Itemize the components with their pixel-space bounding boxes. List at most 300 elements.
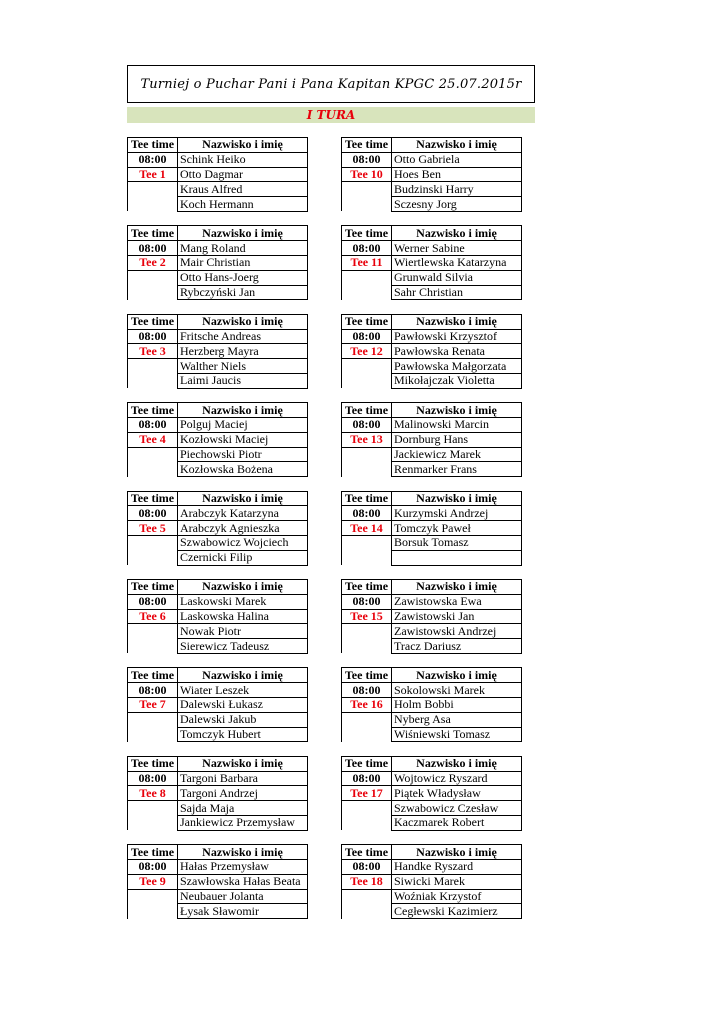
table-row [128, 727, 308, 742]
player-name: Jackiewicz Marek [392, 447, 522, 462]
table-row [128, 329, 308, 344]
header-row [128, 845, 308, 860]
player-name: Arabczyk Agnieszka [178, 521, 308, 536]
player-name: Wiertlewska Katarzyna [392, 255, 522, 270]
time-cell-empty [342, 550, 392, 565]
tee-group-table [127, 756, 308, 831]
header-row [342, 314, 522, 329]
table-row [342, 815, 522, 830]
player-name-header: Nazwisko i imię [178, 668, 308, 683]
tee-group-table [127, 402, 308, 477]
tee-group-table [127, 491, 308, 566]
time-cell-empty [342, 285, 392, 300]
header-row [342, 668, 522, 683]
player-name: Targoni Andrzej [178, 786, 308, 801]
time-cell-empty [342, 359, 392, 374]
tee-group-table [127, 579, 308, 654]
tee-number: Tee 1 [128, 167, 178, 182]
player-name: Hoes Ben [392, 167, 522, 182]
tee-number: Tee 8 [128, 786, 178, 801]
time-cell-empty [128, 904, 178, 919]
player-name: Fritsche Andreas [178, 329, 308, 344]
player-name: Dalewski Łukasz [178, 697, 308, 712]
tee-number: Tee 18 [342, 874, 392, 889]
player-name: Laimi Jaucis [178, 373, 308, 388]
header-row [128, 580, 308, 595]
table-row [128, 344, 308, 359]
table-row [342, 639, 522, 654]
header-row [342, 491, 522, 506]
player-name-header: Nazwisko i imię [178, 403, 308, 418]
time-cell-empty [128, 270, 178, 285]
table-row [342, 432, 522, 447]
tee-number: Tee 14 [342, 521, 392, 536]
player-name-header: Nazwisko i imię [392, 580, 522, 595]
tee-time-header: Tee time [128, 314, 178, 329]
tee-time-value: 08:00 [128, 329, 178, 344]
player-name-header: Nazwisko i imię [178, 580, 308, 595]
player-name: Kurzymski Andrzej [392, 506, 522, 521]
tee-group-table [341, 314, 522, 389]
player-name: Tomczyk Hubert [178, 727, 308, 742]
table-row [342, 550, 522, 565]
time-cell-empty [128, 712, 178, 727]
table-row [128, 255, 308, 270]
time-cell-empty [128, 285, 178, 300]
tee-group [341, 667, 522, 742]
tee-time-header: Tee time [342, 403, 392, 418]
tee-time-value: 08:00 [128, 859, 178, 874]
tee-time-value: 08:00 [342, 506, 392, 521]
player-name-header: Nazwisko i imię [392, 845, 522, 860]
round-label: I TURA [306, 108, 356, 122]
player-name: Sajda Maja [178, 801, 308, 816]
table-row [342, 683, 522, 698]
tee-group-table [341, 225, 522, 300]
table-row [128, 270, 308, 285]
player-name [392, 550, 522, 565]
table-row [128, 182, 308, 197]
player-name-header: Nazwisko i imię [392, 491, 522, 506]
player-name: Zawistowska Ewa [392, 594, 522, 609]
player-name-header: Nazwisko i imię [392, 226, 522, 241]
table-row [128, 786, 308, 801]
player-name: Mang Roland [178, 241, 308, 256]
table-row [342, 344, 522, 359]
table-row [128, 152, 308, 167]
tee-time-header: Tee time [128, 403, 178, 418]
time-cell-empty [128, 447, 178, 462]
tee-time-header: Tee time [342, 580, 392, 595]
table-row [128, 801, 308, 816]
tee-group [341, 579, 522, 654]
time-cell-empty [128, 197, 178, 212]
table-row [128, 904, 308, 919]
table-row [128, 859, 308, 874]
table-row [342, 197, 522, 212]
tee-time-header: Tee time [128, 491, 178, 506]
tee-group [341, 225, 522, 300]
header-row [128, 226, 308, 241]
table-row [342, 594, 522, 609]
player-name: Nyberg Asa [392, 712, 522, 727]
table-row [342, 506, 522, 521]
player-name: Holm Bobbi [392, 697, 522, 712]
player-name: Herzberg Mayra [178, 344, 308, 359]
player-name: Budzinski Harry [392, 182, 522, 197]
time-cell-empty [342, 904, 392, 919]
title-box [127, 65, 535, 103]
time-cell-empty [128, 462, 178, 477]
table-row [342, 521, 522, 536]
table-row [128, 521, 308, 536]
table-row [342, 285, 522, 300]
tee-number: Tee 10 [342, 167, 392, 182]
player-name: Szwabowicz Wojciech [178, 535, 308, 550]
table-row [342, 859, 522, 874]
time-cell-empty [128, 727, 178, 742]
player-name: Borsuk Tomasz [392, 535, 522, 550]
player-name: Grunwald Silvia [392, 270, 522, 285]
tee-group [127, 844, 308, 919]
player-name: Kaczmarek Robert [392, 815, 522, 830]
table-row [342, 447, 522, 462]
player-name: Sczesny Jorg [392, 197, 522, 212]
tee-group-table [127, 667, 308, 742]
player-name: Malinowski Marcin [392, 417, 522, 432]
tee-time-value: 08:00 [342, 859, 392, 874]
tee-time-value: 08:00 [342, 771, 392, 786]
table-row [128, 624, 308, 639]
table-row [342, 609, 522, 624]
player-name: Otto Gabriela [392, 152, 522, 167]
time-cell-empty [342, 373, 392, 388]
player-name: Mikołajczak Violetta [392, 373, 522, 388]
table-row [128, 639, 308, 654]
tee-time-value: 08:00 [342, 683, 392, 698]
time-cell-empty [342, 535, 392, 550]
table-row [128, 506, 308, 521]
tee-time-value: 08:00 [342, 152, 392, 167]
player-name-header: Nazwisko i imię [178, 138, 308, 153]
tee-group [341, 756, 522, 831]
tee-group [341, 491, 522, 566]
table-row [128, 535, 308, 550]
player-name: Polguj Maciej [178, 417, 308, 432]
table-row [128, 609, 308, 624]
tee-number: Tee 15 [342, 609, 392, 624]
tee-time-value: 08:00 [128, 594, 178, 609]
header-row [128, 491, 308, 506]
table-row [128, 697, 308, 712]
player-name: Mair Christian [178, 255, 308, 270]
player-name: Wiater Leszek [178, 683, 308, 698]
player-name-header: Nazwisko i imię [392, 756, 522, 771]
tee-time-value: 08:00 [128, 241, 178, 256]
player-name: Hałas Przemysław [178, 859, 308, 874]
table-row [342, 462, 522, 477]
table-row [128, 197, 308, 212]
tee-time-header: Tee time [342, 491, 392, 506]
time-cell-empty [128, 359, 178, 374]
tee-group [127, 225, 308, 300]
time-cell-empty [128, 815, 178, 830]
tee-time-value: 08:00 [342, 329, 392, 344]
player-name: Laskowska Halina [178, 609, 308, 624]
table-row [342, 771, 522, 786]
player-name: Kozłowski Maciej [178, 432, 308, 447]
tee-time-header: Tee time [342, 138, 392, 153]
table-row [342, 329, 522, 344]
player-name: Sierewicz Tadeusz [178, 639, 308, 654]
tee-number: Tee 3 [128, 344, 178, 359]
time-cell-empty [128, 639, 178, 654]
header-row [128, 756, 308, 771]
tee-time-header: Tee time [128, 138, 178, 153]
player-name: Targoni Barbara [178, 771, 308, 786]
tee-group-table [127, 137, 308, 212]
tee-group-table [341, 667, 522, 742]
tee-group-table [341, 756, 522, 831]
table-row [342, 535, 522, 550]
header-row [342, 226, 522, 241]
tee-number: Tee 7 [128, 697, 178, 712]
table-row [342, 801, 522, 816]
tee-group-table [341, 402, 522, 477]
tee-time-value: 08:00 [342, 241, 392, 256]
player-name: Rybczyński Jan [178, 285, 308, 300]
header-row [128, 403, 308, 418]
time-cell-empty [342, 462, 392, 477]
time-cell-empty [342, 712, 392, 727]
tee-time-value: 08:00 [128, 417, 178, 432]
tee-number: Tee 2 [128, 255, 178, 270]
header-row [342, 845, 522, 860]
time-cell-empty [342, 639, 392, 654]
tee-time-value: 08:00 [128, 506, 178, 521]
tee-group-table [127, 314, 308, 389]
table-row [128, 683, 308, 698]
tee-group [127, 314, 308, 389]
tee-number: Tee 17 [342, 786, 392, 801]
header-row [128, 668, 308, 683]
player-name: Schink Heiko [178, 152, 308, 167]
player-name: Laskowski Marek [178, 594, 308, 609]
table-row [342, 373, 522, 388]
player-name: Renmarker Frans [392, 462, 522, 477]
table-row [128, 594, 308, 609]
player-name: Neubauer Jolanta [178, 889, 308, 904]
player-name-header: Nazwisko i imię [178, 314, 308, 329]
player-name: Pawłowski Krzysztof [392, 329, 522, 344]
table-row [128, 447, 308, 462]
time-cell-empty [128, 624, 178, 639]
player-name: Otto Dagmar [178, 167, 308, 182]
time-cell-empty [342, 182, 392, 197]
player-name: Zawistowski Jan [392, 609, 522, 624]
tee-time-header: Tee time [128, 668, 178, 683]
tee-group [341, 137, 522, 212]
player-name: Dalewski Jakub [178, 712, 308, 727]
time-cell-empty [128, 801, 178, 816]
tee-time-value: 08:00 [128, 771, 178, 786]
table-row [342, 624, 522, 639]
player-name: Walther Niels [178, 359, 308, 374]
table-row [342, 270, 522, 285]
table-row [342, 359, 522, 374]
table-row [342, 712, 522, 727]
player-name: Piechowski Piotr [178, 447, 308, 462]
table-row [342, 786, 522, 801]
tee-number: Tee 11 [342, 255, 392, 270]
player-name: Łysak Sławomir [178, 904, 308, 919]
player-name-header: Nazwisko i imię [392, 314, 522, 329]
time-cell-empty [128, 373, 178, 388]
player-name-header: Nazwisko i imię [178, 756, 308, 771]
tee-time-header: Tee time [128, 845, 178, 860]
tee-time-value: 08:00 [342, 594, 392, 609]
player-name: Jankiewicz Przemysław [178, 815, 308, 830]
table-row [342, 727, 522, 742]
table-row [128, 815, 308, 830]
tee-number: Tee 6 [128, 609, 178, 624]
table-row [342, 167, 522, 182]
table-row [342, 182, 522, 197]
tee-group [127, 402, 308, 477]
player-name-header: Nazwisko i imię [392, 668, 522, 683]
tee-group [127, 137, 308, 212]
table-row [342, 889, 522, 904]
player-name: Szawłowska Hałas Beata [178, 874, 308, 889]
tee-number: Tee 13 [342, 432, 392, 447]
header-row [342, 580, 522, 595]
table-row [342, 152, 522, 167]
page-title: Turniej o Puchar Pani i Pana Kapitan KPGC 25.07.2015r [140, 76, 522, 92]
tee-group-table [341, 491, 522, 566]
table-row [342, 874, 522, 889]
player-name: Kozłowska Bożena [178, 462, 308, 477]
time-cell-empty [342, 270, 392, 285]
player-name: Woźniak Krzystof [392, 889, 522, 904]
time-cell-empty [128, 550, 178, 565]
header-row [128, 314, 308, 329]
tee-group [127, 756, 308, 831]
table-row [128, 874, 308, 889]
player-name: Wiśniewski Tomasz [392, 727, 522, 742]
player-name: Cegłewski Kazimierz [392, 904, 522, 919]
player-name: Zawistowski Andrzej [392, 624, 522, 639]
table-row [128, 432, 308, 447]
player-name: Handke Ryszard [392, 859, 522, 874]
time-cell-empty [128, 889, 178, 904]
tee-group [341, 844, 522, 919]
player-name-header: Nazwisko i imię [178, 845, 308, 860]
player-name: Werner Sabine [392, 241, 522, 256]
time-cell-empty [342, 727, 392, 742]
time-cell-empty [342, 801, 392, 816]
player-name: Arabczyk Katarzyna [178, 506, 308, 521]
time-cell-empty [128, 535, 178, 550]
tee-group [341, 314, 522, 389]
table-row [128, 462, 308, 477]
tee-group [127, 491, 308, 566]
table-row [128, 712, 308, 727]
time-cell-empty [342, 889, 392, 904]
player-name: Otto Hans-Joerg [178, 270, 308, 285]
tee-time-header: Tee time [128, 226, 178, 241]
tee-time-header: Tee time [342, 845, 392, 860]
tee-group-table [341, 137, 522, 212]
player-name: Czernicki Filip [178, 550, 308, 565]
tee-number: Tee 9 [128, 874, 178, 889]
table-row [128, 417, 308, 432]
table-row [128, 771, 308, 786]
table-row [342, 255, 522, 270]
tee-group-table [127, 225, 308, 300]
tee-group [127, 667, 308, 742]
table-row [128, 373, 308, 388]
time-cell-empty [342, 197, 392, 212]
tee-time-value: 08:00 [128, 683, 178, 698]
player-name-header: Nazwisko i imię [178, 226, 308, 241]
tee-group [341, 402, 522, 477]
player-name: Sokolowski Marek [392, 683, 522, 698]
table-row [342, 697, 522, 712]
tee-time-header: Tee time [342, 226, 392, 241]
tee-time-header: Tee time [342, 668, 392, 683]
player-name: Dornburg Hans [392, 432, 522, 447]
header-row [128, 138, 308, 153]
tee-group-table [341, 579, 522, 654]
time-cell-empty [128, 182, 178, 197]
table-row [128, 889, 308, 904]
table-row [128, 359, 308, 374]
tee-time-value: 08:00 [342, 417, 392, 432]
table-row [128, 241, 308, 256]
table-row [128, 550, 308, 565]
player-name: Wojtowicz Ryszard [392, 771, 522, 786]
round-band [127, 107, 535, 123]
table-row [342, 241, 522, 256]
header-row [342, 403, 522, 418]
tee-time-value: 08:00 [128, 152, 178, 167]
player-name: Koch Hermann [178, 197, 308, 212]
tee-time-header: Tee time [128, 756, 178, 771]
time-cell-empty [342, 624, 392, 639]
tee-time-header: Tee time [342, 314, 392, 329]
player-name: Pawłowska Małgorzata [392, 359, 522, 374]
header-row [342, 138, 522, 153]
tee-group [127, 579, 308, 654]
player-name: Sahr Christian [392, 285, 522, 300]
time-cell-empty [342, 447, 392, 462]
tee-number: Tee 5 [128, 521, 178, 536]
tee-time-header: Tee time [128, 580, 178, 595]
header-row [342, 756, 522, 771]
tee-group-table [341, 844, 522, 919]
player-name-header: Nazwisko i imię [178, 491, 308, 506]
tee-number: Tee 12 [342, 344, 392, 359]
player-name: Nowak Piotr [178, 624, 308, 639]
table-row [128, 285, 308, 300]
player-name: Siwicki Marek [392, 874, 522, 889]
player-name: Tracz Dariusz [392, 639, 522, 654]
table-row [342, 904, 522, 919]
tee-number: Tee 16 [342, 697, 392, 712]
player-name-header: Nazwisko i imię [392, 403, 522, 418]
player-name: Szwabowicz Czesław [392, 801, 522, 816]
player-name: Pawłowska Renata [392, 344, 522, 359]
